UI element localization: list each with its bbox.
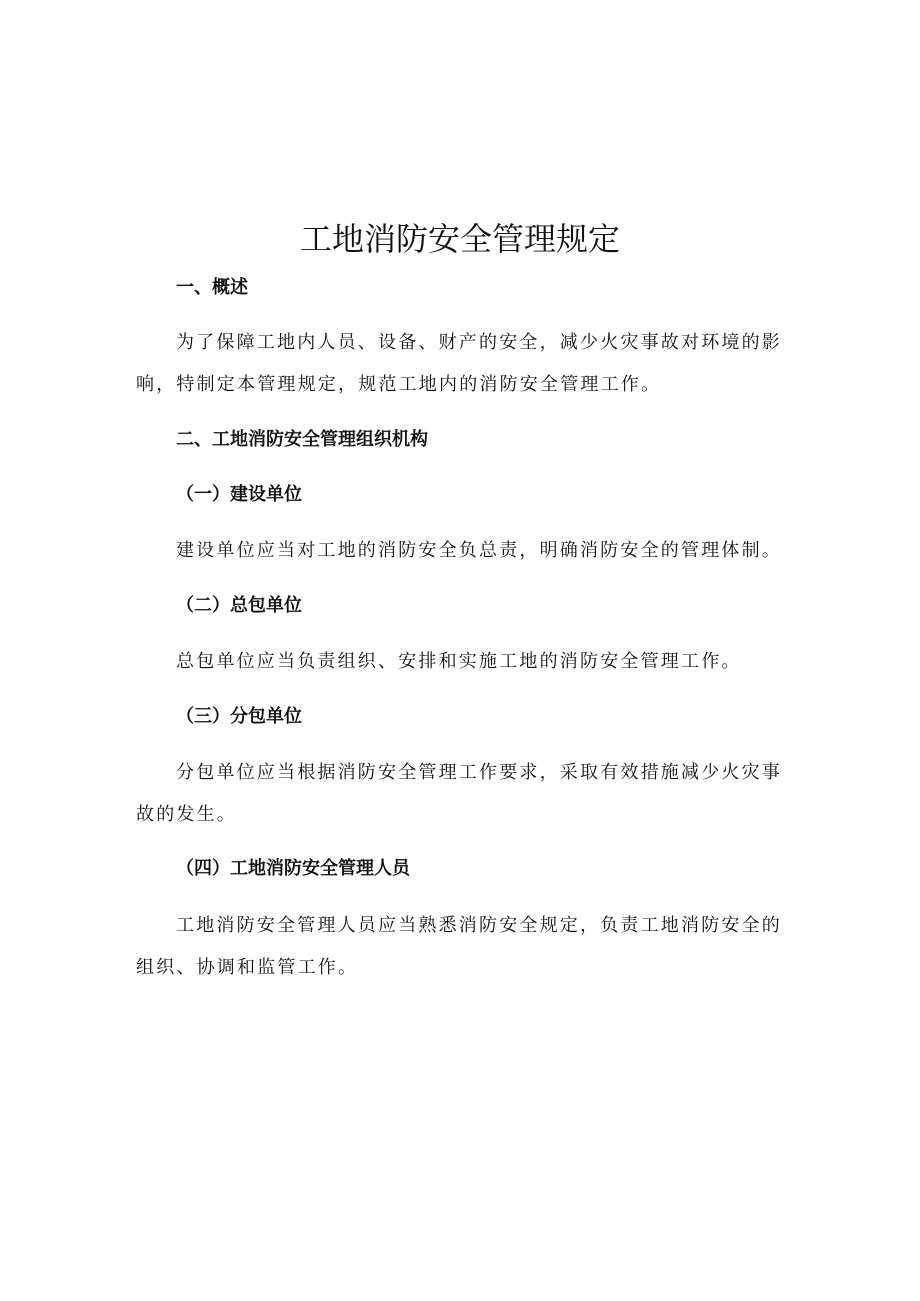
subsection-body-safety-personnel: 工地消防安全管理人员应当熟悉消防安全规定，负责工地消防安全的组织、协调和监管工作。 [136, 915, 782, 978]
section-heading-organization: 二、工地消防安全管理组织机构 [176, 429, 428, 450]
section-body-overview: 为了保障工地内人员、设备、财产的安全，减少火灾事故对环境的影响，特制定本管理规定，规范工地内的消防安全管理工作。 [136, 332, 782, 395]
subsection-body-construction-unit: 建设单位应当对工地的消防安全负总责，明确消防安全的管理体制。 [176, 540, 782, 561]
document-title: 工地消防安全管理规定 [299, 220, 620, 258]
subsection-body-general-contractor: 总包单位应当负责组织、安排和实施工地的消防安全管理工作。 [176, 651, 742, 672]
subsection-heading-safety-personnel: （四）工地消防安全管理人员 [176, 858, 410, 879]
subsection-heading-construction-unit: （一）建设单位 [176, 484, 302, 505]
section-heading-overview: 一、概述 [176, 277, 248, 298]
subsection-heading-subcontractor: （三）分包单位 [176, 706, 302, 727]
subsection-heading-general-contractor: （二）总包单位 [176, 595, 302, 616]
subsection-body-subcontractor: 分包单位应当根据消防安全管理工作要求，采取有效措施减少火灾事故的发生。 [136, 762, 782, 825]
